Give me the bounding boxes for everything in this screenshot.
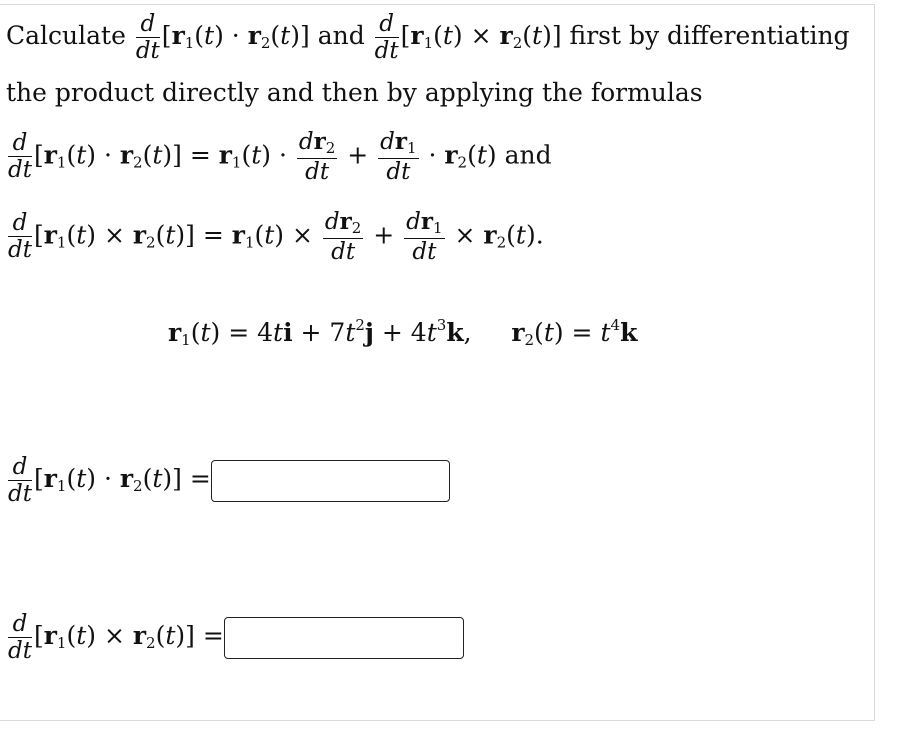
answer-dot-box[interactable] — [211, 460, 450, 502]
intro-and-text: and — [317, 21, 365, 51]
cross-product-formula: $\frac{d}{dt}$ $[r_1(t) \times r_2(t)] = r_1(t)$ × $\frac{dr_2}{dt}$ + $\frac{dr_1}{dt}$ × $r_2(t)$. — [8, 208, 544, 265]
given-functions: $r_1(t) = 4ti + 7t^2j + 4t^3k$, $r_2(t) = t^4k$ — [168, 316, 638, 349]
answer-cross-input[interactable] — [225, 618, 463, 658]
dot-product-formula: $\frac{d}{dt}$ $[r_1(t) \cdot r_2(t)] = r_1(t)$ · $\frac{dr_2}{dt}$ + $\frac{dr_1}{dt}$ · $r_2(t)$ and — [8, 128, 552, 185]
answer-dot-input[interactable] — [212, 461, 449, 501]
intro-text: Calculate — [6, 21, 126, 51]
derivative-operator: $\frac{d}{dt}$ — [135, 11, 160, 65]
answer-cross-box[interactable] — [224, 617, 464, 659]
answer-dot-label: $\frac{d}{dt}$ $[r_1(t) \cdot r_2(t)]$ = — [8, 454, 211, 508]
derivative-operator: $\frac{d}{dt}$ — [374, 11, 399, 65]
answer-cross-label: $\frac{d}{dt}$ $[r_1(t) \times r_2(t)]$ = — [8, 611, 224, 665]
intro-line-2: the product directly and then by applying the formulas — [6, 78, 703, 107]
formula-and-text: and — [504, 140, 552, 170]
intro-line: Calculate $\frac{d}{dt}$ $[r_1(t) \cdot r_2(t)]$ and $\frac{d}{dt}$ $[r_1(t) \times r_2(t)]$ first by differentiating — [6, 11, 850, 65]
intro-end-text: first by differentiating — [569, 21, 850, 51]
